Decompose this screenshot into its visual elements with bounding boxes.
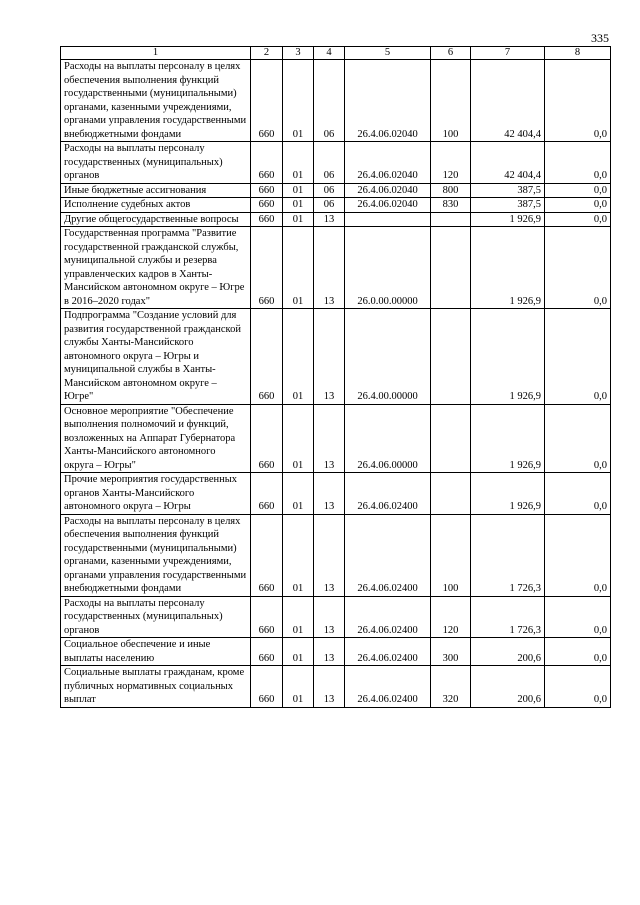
cell-col6: 100	[431, 514, 471, 596]
cell-col5	[345, 212, 431, 227]
cell-col5: 26.0.00.00000	[345, 227, 431, 309]
cell-col3: 01	[283, 142, 314, 184]
table-row	[61, 473, 611, 515]
cell-col4: 13	[314, 514, 345, 596]
cell-col2: 660	[251, 473, 283, 515]
cell-col8: 0,0	[545, 227, 611, 309]
cell-col5: 26.4.06.02400	[345, 514, 431, 596]
cell-col4: 13	[314, 596, 345, 638]
column-header: 4	[314, 47, 345, 60]
cell-col3: 01	[283, 227, 314, 309]
cell-col5: 26.4.06.00000	[345, 404, 431, 473]
cell-col8: 0,0	[545, 198, 611, 213]
cell-col2: 660	[251, 212, 283, 227]
cell-col7: 387,5	[471, 183, 545, 198]
cell-col5: 26.4.06.02400	[345, 596, 431, 638]
row-name: Иные бюджетные ассигнования	[61, 183, 251, 198]
cell-col7: 1 926,9	[471, 404, 545, 473]
table-row	[61, 60, 611, 142]
cell-col4: 06	[314, 60, 345, 142]
cell-col2: 660	[251, 514, 283, 596]
cell-col4: 13	[314, 212, 345, 227]
cell-col6	[431, 404, 471, 473]
cell-col3: 01	[283, 309, 314, 405]
row-name: Социальное обеспечение и иные выплаты населению	[61, 638, 251, 666]
cell-col6	[431, 473, 471, 515]
cell-col2: 660	[251, 404, 283, 473]
column-header: 3	[283, 47, 314, 60]
table-header-row	[61, 47, 611, 60]
column-header: 5	[345, 47, 431, 60]
cell-col7: 1 926,9	[471, 473, 545, 515]
cell-col3: 01	[283, 473, 314, 515]
cell-col3: 01	[283, 60, 314, 142]
cell-col3: 01	[283, 596, 314, 638]
cell-col5: 26.4.00.00000	[345, 309, 431, 405]
cell-col2: 660	[251, 638, 283, 666]
column-header: 7	[471, 47, 545, 60]
cell-col6: 120	[431, 596, 471, 638]
cell-col8: 0,0	[545, 404, 611, 473]
cell-col2: 660	[251, 309, 283, 405]
cell-col7: 200,6	[471, 666, 545, 708]
cell-col6	[431, 309, 471, 405]
column-header: 8	[545, 47, 611, 60]
cell-col4: 13	[314, 227, 345, 309]
budget-table	[60, 46, 611, 708]
cell-col5: 26.4.06.02400	[345, 473, 431, 515]
row-name: Прочие мероприятия государственных органов Ханты-Мансийского автономного округа – Югры	[61, 473, 251, 515]
cell-col7: 1 726,3	[471, 596, 545, 638]
table-row	[61, 198, 611, 213]
table-row	[61, 212, 611, 227]
cell-col3: 01	[283, 514, 314, 596]
table-row	[61, 666, 611, 708]
cell-col3: 01	[283, 198, 314, 213]
cell-col4: 13	[314, 473, 345, 515]
row-name: Расходы на выплаты персоналу государственных (муниципальных) органов	[61, 596, 251, 638]
cell-col3: 01	[283, 404, 314, 473]
cell-col6	[431, 227, 471, 309]
cell-col2: 660	[251, 142, 283, 184]
cell-col4: 13	[314, 309, 345, 405]
row-name: Государственная программа "Развитие государственной гражданской службы, муниципальной службы и резерва управленческих кадров в Ханты-Мансийском автономном округе – Югре в 2016–2020 годах"	[61, 227, 251, 309]
cell-col4: 06	[314, 183, 345, 198]
cell-col8: 0,0	[545, 638, 611, 666]
cell-col8: 0,0	[545, 183, 611, 198]
cell-col4: 13	[314, 404, 345, 473]
cell-col7: 1 926,9	[471, 309, 545, 405]
table-row	[61, 142, 611, 184]
cell-col8: 0,0	[545, 142, 611, 184]
cell-col7: 42 404,4	[471, 60, 545, 142]
cell-col7: 42 404,4	[471, 142, 545, 184]
cell-col2: 660	[251, 666, 283, 708]
cell-col2: 660	[251, 227, 283, 309]
row-name: Расходы на выплаты персоналу государственных (муниципальных) органов	[61, 142, 251, 184]
table-row	[61, 227, 611, 309]
cell-col5: 26.4.06.02040	[345, 183, 431, 198]
cell-col8: 0,0	[545, 666, 611, 708]
row-name: Другие общегосударственные вопросы	[61, 212, 251, 227]
cell-col6	[431, 212, 471, 227]
cell-col6: 800	[431, 183, 471, 198]
cell-col6: 300	[431, 638, 471, 666]
cell-col5: 26.4.06.02040	[345, 142, 431, 184]
row-name: Основное мероприятие "Обеспечение выполнения полномочий и функций, возложенных на Аппарат Губернатора Ханты-Мансийского автономного округа – Югры"	[61, 404, 251, 473]
cell-col6: 830	[431, 198, 471, 213]
row-name: Исполнение судебных актов	[61, 198, 251, 213]
cell-col4: 06	[314, 198, 345, 213]
column-header: 6	[431, 47, 471, 60]
row-name: Подпрограмма "Создание условий для развития государственной гражданской службы Ханты-Мансийского автономного округа – Югры и муниципальной службы в Ханты-Мансийском автономном округе – Югре"	[61, 309, 251, 405]
cell-col8: 0,0	[545, 596, 611, 638]
cell-col5: 26.4.06.02400	[345, 666, 431, 708]
cell-col2: 660	[251, 596, 283, 638]
cell-col6: 320	[431, 666, 471, 708]
cell-col4: 13	[314, 638, 345, 666]
cell-col3: 01	[283, 638, 314, 666]
cell-col7: 1 926,9	[471, 227, 545, 309]
cell-col8: 0,0	[545, 60, 611, 142]
table-row	[61, 514, 611, 596]
table-row	[61, 183, 611, 198]
cell-col7: 387,5	[471, 198, 545, 213]
cell-col2: 660	[251, 60, 283, 142]
page-number: 335	[591, 31, 609, 45]
cell-col5: 26.4.06.02040	[345, 60, 431, 142]
cell-col8: 0,0	[545, 309, 611, 405]
cell-col4: 13	[314, 666, 345, 708]
cell-col7: 1 726,3	[471, 514, 545, 596]
row-name: Расходы на выплаты персоналу в целях обеспечения выполнения функций государственными (муниципальными) органами, казенными учреждениями, органами управления государственными внебюджетными фондами	[61, 60, 251, 142]
cell-col8: 0,0	[545, 473, 611, 515]
cell-col3: 01	[283, 666, 314, 708]
cell-col6: 100	[431, 60, 471, 142]
cell-col7: 200,6	[471, 638, 545, 666]
cell-col6: 120	[431, 142, 471, 184]
cell-col7: 1 926,9	[471, 212, 545, 227]
table-row	[61, 638, 611, 666]
cell-col3: 01	[283, 212, 314, 227]
column-header: 1	[61, 47, 251, 60]
cell-col3: 01	[283, 183, 314, 198]
table-row	[61, 309, 611, 405]
cell-col5: 26.4.06.02400	[345, 638, 431, 666]
row-name: Социальные выплаты гражданам, кроме публичных нормативных социальных выплат	[61, 666, 251, 708]
column-header: 2	[251, 47, 283, 60]
table-row	[61, 596, 611, 638]
row-name: Расходы на выплаты персоналу в целях обеспечения выполнения функций государственными (муниципальными) органами, казенными учреждениями, органами управления государственными внебюджетными фондами	[61, 514, 251, 596]
cell-col2: 660	[251, 198, 283, 213]
cell-col8: 0,0	[545, 212, 611, 227]
cell-col5: 26.4.06.02040	[345, 198, 431, 213]
cell-col2: 660	[251, 183, 283, 198]
cell-col8: 0,0	[545, 514, 611, 596]
table-row	[61, 404, 611, 473]
cell-col4: 06	[314, 142, 345, 184]
